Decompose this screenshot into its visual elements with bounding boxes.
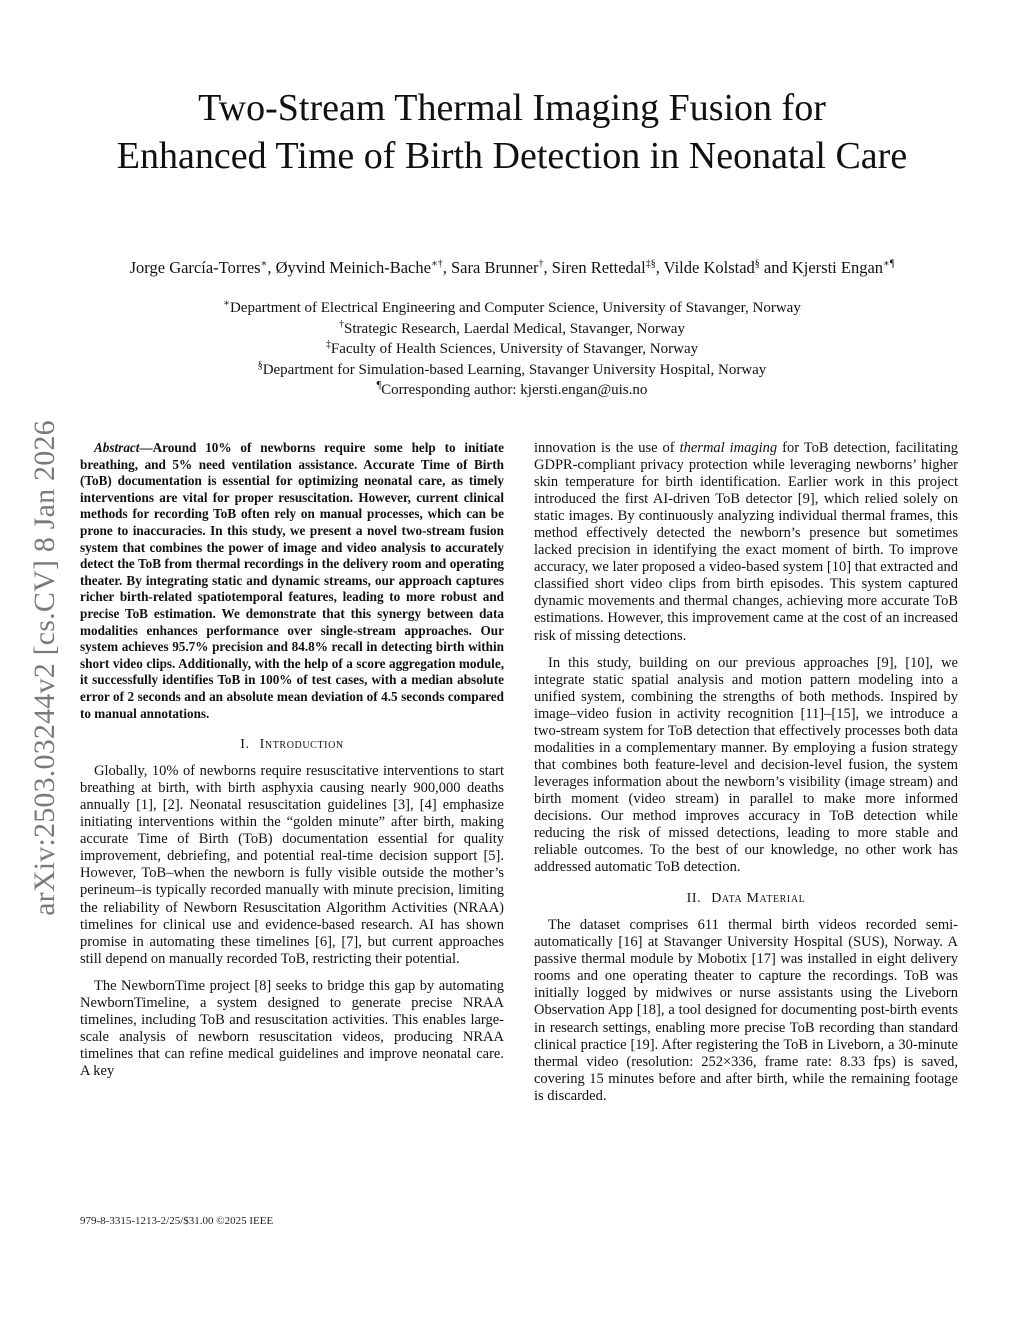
paragraph-text: for ToB detection, facilitating GDPR-compliant privacy protection while leveraging newborns’ higher skin temperature for birth identification. Earlier work in this project introduced the first AI-driven ToB detector [9], which relied solely on static images. By continuously analyzing individual thermal frames, this method effectively detected the newborn’s presence but sometimes lacked precision in identifying the exact moment of birth. To improve accuracy, we later proposed a video-based system [10] that extracted and classified short video clips from birth episodes. This system captured dynamic movements and thermal changes, achieving more accurate ToB estimations. However, this improvement came at the cost of an increased risk of missing detections. bbox=[534, 440, 958, 644]
author-separator: , bbox=[543, 258, 552, 277]
affiliation-text: Corresponding author: kjersti.engan@uis.no bbox=[381, 382, 648, 399]
paragraph-text: innovation is the use of bbox=[534, 440, 680, 456]
paragraph: In this study, building on our previous approaches [9], [10], we integrate static spatial analysis and motion pattern modeling into a unified system, combining the strengths of both methods. Inspired by image–video fusion in activity recognition [11]–[15], we introduce a two-stream system for ToB detection that effectively processes both data modalities in a complementary manner. By employing a fusion strategy that combines both feature-level and decision-level fusion, the system leverages information about the newborn’s visibility (image stream) and birth moment (video stream) in parallel to make more informed decisions. Our method improves accuracy in ToB detection while reducing the risk of missed detections, leading to more stable and reliable outcomes. To the best of our knowledge, no other work has addressed automatic ToB detection. bbox=[534, 654, 958, 876]
author-separator: and bbox=[759, 258, 792, 277]
section-title: Introduction bbox=[259, 737, 344, 753]
section-heading-introduction bbox=[80, 736, 504, 753]
affiliation bbox=[0, 380, 1024, 401]
author-name: Kjersti Engan bbox=[791, 258, 884, 277]
affiliation-mark: § bbox=[257, 359, 263, 371]
author-separator: , bbox=[267, 258, 276, 277]
left-column bbox=[80, 440, 504, 1080]
author-affiliation-mark: † bbox=[538, 258, 544, 270]
section-number: I. bbox=[240, 737, 250, 753]
affiliation-text: Department for Simulation-based Learning, Stavanger University Hospital, Norway bbox=[262, 361, 767, 378]
section-heading-data-material bbox=[534, 890, 958, 907]
abstract-label: Abstract bbox=[94, 440, 140, 455]
author-name: Sara Brunner bbox=[451, 258, 539, 277]
copyright-notice: 979-8-3315-1213-2/25/$31.00 ©2025 IEEE bbox=[80, 1215, 274, 1227]
affiliation-text: Department of Electrical Engineering and Computer Science, University of Stavanger, Norway bbox=[229, 300, 801, 316]
affiliation-mark: ‡ bbox=[325, 339, 331, 351]
affiliation-text: Faculty of Health Sciences, University of Stavanger, Norway bbox=[330, 341, 699, 358]
author-separator: , bbox=[442, 258, 451, 277]
author-affiliation-mark: ∗† bbox=[430, 258, 443, 270]
arxiv-identifier-stamp: arXiv:2503.03244v2 [cs.CV] 8 Jan 2026 bbox=[28, 420, 61, 916]
author-affiliation-mark: ∗¶ bbox=[883, 258, 895, 270]
affiliation-mark: ¶ bbox=[376, 380, 382, 392]
author-separator: , bbox=[655, 258, 664, 277]
author-affiliation-mark: ∗ bbox=[260, 258, 268, 270]
author-name: Jorge García-Torres bbox=[129, 258, 261, 277]
affiliation-mark: † bbox=[339, 318, 345, 330]
author-name: Siren Rettedal bbox=[551, 258, 646, 277]
abstract bbox=[80, 440, 504, 722]
section-title: Data Material bbox=[711, 891, 806, 907]
right-column bbox=[534, 440, 958, 1105]
section-number: II. bbox=[686, 891, 702, 907]
paragraph: The dataset comprises 611 thermal birth videos recorded semi-automatically [16] at Stavanger University Hospital (SUS), Norway. A passive thermal module by Mobotix [17] was installed in eight delivery rooms and one operating theater to capture the recordings. ToB was initially logged by midwives or nurse assistants using the Liveborn Observation App [18], a tool designed for documenting post-birth events in research settings, enabling more precise ToB recording than standard clinical practice [19]. After registering the ToB in Liveborn, a 30-minute thermal video (resolution: 252×336, frame rate: 8.33 fps) is saved, covering 15 minutes before and after birth, while the remaining footage is discarded. bbox=[534, 917, 958, 1104]
paragraph: Globally, 10% of newborns require resuscitative interventions to start breathing at birth, with birth asphyxia causing nearly 900,000 deaths annually [1], [2]. Neonatal resuscitation guidelines [3], [4] emphasize initiating interventions within the “golden minute” after birth, making accurate Time of Birth (ToB) documentation essential for quality improvement, debriefing, and potential real-time decision support [5]. However, ToB–when the newborn is fully visible outside the mother’s perineum–is typically recorded manually with minute precision, limiting the reliability of Newborn Resuscitation Algorithm Activities (NRAA) timelines for clinical use and evidence-based research. AI has shown promise in automating these timelines [6], [7], but current approaches still depend on manually recorded ToB, restricting their potential. bbox=[80, 763, 504, 967]
paper-title-line-2: Enhanced Time of Birth Detection in Neonatal Care bbox=[116, 135, 908, 177]
author-name: Øyvind Meinich-Bache bbox=[275, 258, 431, 277]
author-list bbox=[0, 258, 1024, 278]
affiliation bbox=[0, 360, 1024, 381]
affiliation-mark: ∗ bbox=[223, 298, 230, 309]
emphasis-text: thermal imaging bbox=[679, 440, 778, 456]
affiliation bbox=[0, 319, 1024, 340]
author-affiliation-mark: ‡§ bbox=[645, 258, 656, 270]
affiliation-list bbox=[0, 298, 1024, 401]
paper-title-line-1: Two-Stream Thermal Imaging Fusion for bbox=[198, 87, 826, 129]
paper-title bbox=[0, 84, 1024, 180]
affiliation-text: Strategic Research, Laerdal Medical, Stavanger, Norway bbox=[344, 320, 685, 337]
abstract-text: —Around 10% of newborns require some help to initiate breathing, and 5% need ventilation assistance. Accurate Time of Birth (ToB) documentation is essential for optimizing neonatal care, as timely interventions are vital for proper resuscitation. However, current clinical methods for recording ToB often rely on manual processes, which can be prone to inaccuracies. In this study, we present a novel two-stream fusion system that combines the power of image and video analysis to accurately detect the ToB from thermal recordings in the delivery room and operating theater. By integrating static and dynamic streams, our approach captures richer birth-related spatiotemporal features, leading to more robust and precise ToB estimation. We demonstrate that this synergy between data modalities enhances performance over single-stream approaches. Our system achieves 95.7% precision and 84.8% recall in detecting birth within short video clips. Additionally, with the help of a score aggregation module, it successfully identifies ToB in 100% of test cases, with a median absolute error of 2 seconds and an absolute mean deviation of 4.5 seconds compared to manual annotations. bbox=[80, 440, 504, 721]
author-name: Vilde Kolstad bbox=[663, 258, 755, 277]
paragraph: The NewbornTime project [8] seeks to bridge this gap by automating NewbornTimeline, a system designed to generate precise NRAA timelines, including ToB and resuscitation activities. This enables large-scale analysis of newborn resuscitation videos, producing NRAA timelines that can refine medical guidelines and improve neonatal care. A key bbox=[80, 977, 504, 1079]
paragraph-continued bbox=[534, 440, 958, 645]
affiliation bbox=[0, 339, 1024, 360]
affiliation bbox=[0, 298, 1024, 319]
author-affiliation-mark: § bbox=[754, 258, 760, 270]
